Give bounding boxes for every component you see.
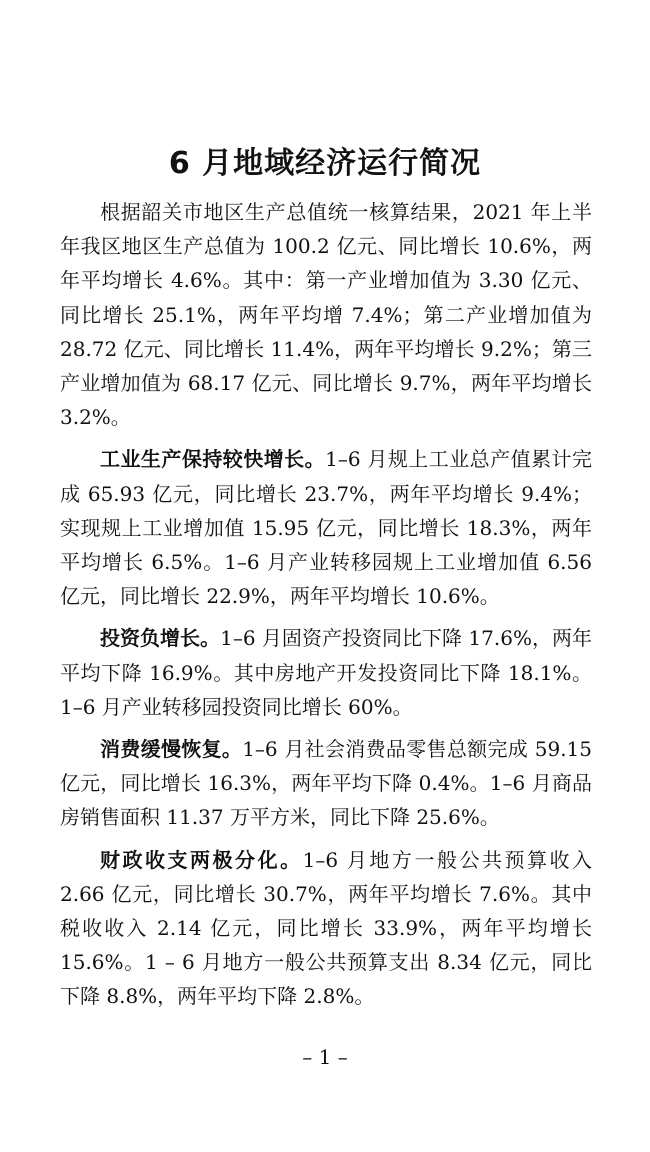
page-number: – 1 – — [302, 1045, 348, 1069]
paragraph-fiscal — [60, 843, 592, 1014]
paragraph-text: 1–6 月规上工业总产值累计完成 65.93 亿元，同比增长 23.7%，两年平均增长 9.4%；实现规上工业增加值 15.95 亿元，同比增长 18.3%，两年平均增长 6.5%。1–6 月产业转移园规上工业增加值 6.56 亿元，同比增长 22.9%，两年平均增长 10.6%。 — [60, 447, 592, 609]
document-body — [60, 195, 592, 1014]
paragraph-gdp-summary — [60, 195, 592, 434]
paragraph-text: 1–6 月社会消费品零售总额完成 59.15 亿元，同比增长 16.3%，两年平均下降 0.4%。1–6 月商品房销售面积 11.37 万平方米，同比下降 25.6%。 — [60, 737, 593, 830]
paragraph-heading: 消费缓慢恢复。 — [100, 737, 243, 762]
paragraph-investment — [60, 621, 592, 724]
document-title: 6 月地域经济运行简况 — [168, 146, 482, 182]
paragraph-consumption — [60, 732, 592, 835]
paragraph-heading: 财政收支两极分化。 — [100, 847, 303, 872]
paragraph-heading: 投资负增长。 — [100, 626, 221, 651]
paragraph-text: 1–6 月地方一般公共预算收入 2.66 亿元，同比增长 30.7%，两年平均增长 7.6%。其中税收收入 2.14 亿元，同比增长 33.9%，两年平均增长 15.6%。1 – 6 月地方一般公共预算支出 8.34 亿元，同比下降 8.8%，两年平均下降 2.8%。 — [60, 847, 593, 1009]
paragraph-text: 1–6 月固资产投资同比下降 17.6%，两年平均下降 16.9%。其中房地产开发投资同比下降 18.1%。1–6 月产业转移园投资同比增长 60%。 — [60, 626, 593, 719]
paragraph-industrial-production — [60, 442, 592, 613]
paragraph-heading: 工业生产保持较快增长。 — [100, 447, 326, 472]
paragraph-text: 根据韶关市地区生产总值统一核算结果，2021 年上半年我区地区生产总值为 100.2 亿元、同比增长 10.6%，两年平均增长 4.6%。其中：第一产业增加值为 3.30 亿元、同比增长 25.1%，两年平均增 7.4%；第二产业增加值为 28.72 亿元、同比增长 11.4%，两年平均增长 9.2%；第三产业增加值为 68.17 亿元、同比增长 9.7%，两年平均增长 3.2%。 — [60, 200, 592, 430]
